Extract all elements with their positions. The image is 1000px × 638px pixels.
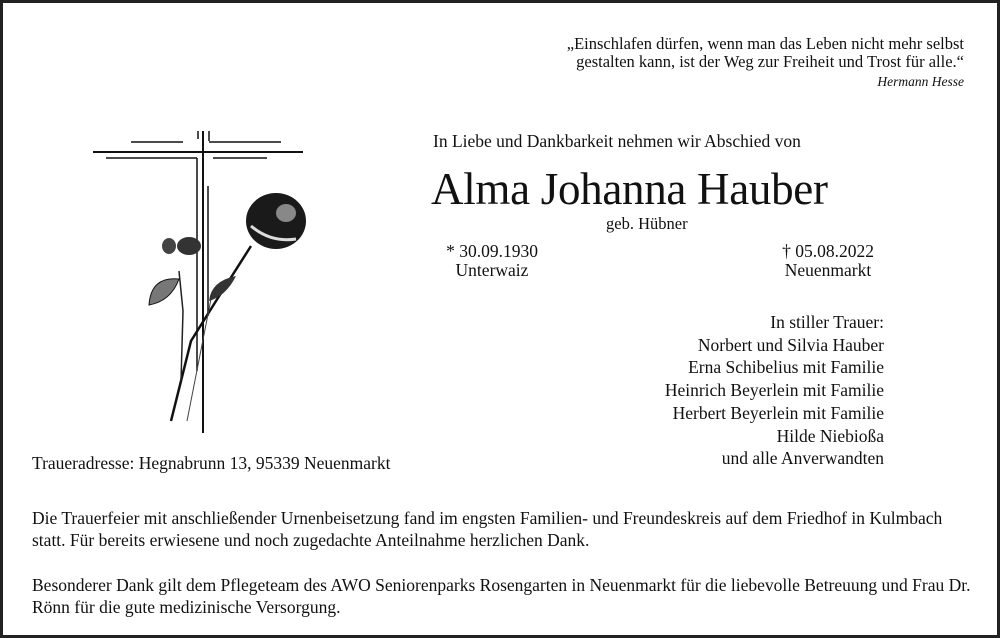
mourning-address: Traueradresse: Hegnabrunn 13, 95339 Neuenmarkt bbox=[32, 453, 391, 473]
cross-icon bbox=[93, 131, 303, 433]
mourners-heading: In stiller Trauer: bbox=[770, 312, 884, 332]
mourner: Norbert und Silvia Hauber bbox=[697, 334, 884, 355]
mourner: und alle Anverwandten bbox=[721, 448, 884, 469]
obituary-notice bbox=[3, 3, 997, 635]
deceased-name: Alma Johanna Hauber bbox=[431, 164, 828, 214]
death-place: Neuenmarkt bbox=[784, 260, 872, 280]
quote bbox=[567, 35, 964, 70]
mourners-list bbox=[665, 311, 884, 470]
mourner: Erna Schibelius mit Familie bbox=[688, 357, 884, 378]
birth-info bbox=[427, 242, 557, 280]
death-date: † 05.08.2022 bbox=[782, 241, 874, 261]
birth-place: Unterwaiz bbox=[455, 260, 529, 280]
funeral-paragraph: Die Trauerfeier mit anschließender Urnenbeisetzung fand im engsten Familien- und Freundeskreis auf dem Friedhof in Kulmbach statt. Für bereits erwiesene und noch zugedachte Anteilnahme herzlichen Dank. bbox=[32, 508, 943, 550]
cross-and-rose-illustration bbox=[91, 131, 321, 441]
death-info bbox=[763, 242, 893, 280]
intro-text: In Liebe und Dankbarkeit nehmen wir Abschied von bbox=[433, 131, 801, 151]
mourner: Heinrich Beyerlein mit Familie bbox=[664, 380, 884, 401]
quote-author: Hermann Hesse bbox=[877, 74, 964, 89]
mourner: Herbert Beyerlein mit Familie bbox=[672, 402, 884, 423]
quote-line: gestalten kann, ist der Weg zur Freiheit und Trost für alle.“ bbox=[576, 51, 964, 71]
birth-name: geb. Hübner bbox=[606, 214, 688, 233]
birth-date: * 30.09.1930 bbox=[446, 241, 538, 261]
mourner: Hilde Niebioßa bbox=[776, 425, 884, 446]
rose-icon bbox=[149, 193, 306, 421]
thanks-paragraph: Besonderer Dank gilt dem Pflegeteam des AWO Seniorenparks Rosengarten in Neuenmarkt für die liebevolle Betreuung und Frau Dr. Rönn für die gute medizinische Versorgung. bbox=[32, 575, 971, 617]
quote-line: „Einschlafen dürfen, wenn man das Leben nicht mehr selbst bbox=[566, 34, 964, 53]
